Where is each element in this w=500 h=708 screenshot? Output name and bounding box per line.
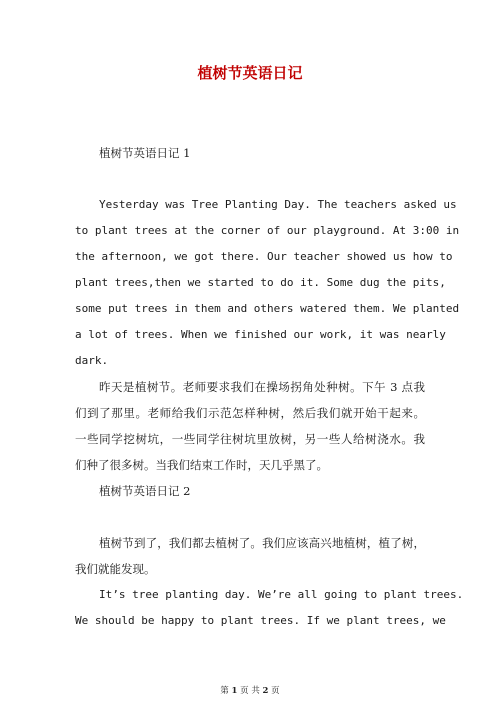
paragraph-line: the afternoon, we got there. Our teacher showed us how to xyxy=(75,250,453,263)
paragraph-line: a lot of trees. When we finished our work, it was nearly xyxy=(75,328,446,341)
section-heading-1: 植树节英语日记 1 xyxy=(99,146,191,160)
paragraph-english-1 xyxy=(75,192,460,374)
footer-middle: 页 共 xyxy=(240,686,260,696)
section-heading-2: 植树节英语日记 2 xyxy=(99,484,191,498)
spacer xyxy=(75,504,425,530)
paragraph-english-2 xyxy=(75,582,464,634)
spacer xyxy=(75,166,425,192)
footer-suffix: 页 xyxy=(271,686,280,696)
footer-total-pages: 2 xyxy=(262,686,269,696)
paragraph-line: It’s tree planting day. We’re all going to plant trees. xyxy=(99,588,464,601)
paragraph-line: We should be happy to plant trees. If we plant trees, we xyxy=(75,614,446,627)
paragraph-chinese-1 xyxy=(75,374,425,478)
paragraph-line: some put trees in them and others watered them. We planted xyxy=(75,302,460,315)
footer-prefix: 第 xyxy=(220,686,229,696)
paragraph-line: dark. xyxy=(75,354,109,367)
paragraph-line: 植树节到了，我们都去植树了。我们应该高兴地植树，植了树， xyxy=(99,536,425,550)
paragraph-line: 我们就能发现。 xyxy=(75,562,156,576)
paragraph-line: 昨天是植树节。老师要求我们在操场拐角处种树。下午 3 点我 xyxy=(99,380,425,394)
paragraph-line: 们到了那里。老师给我们示范怎样种树，然后我们就开始干起来。 xyxy=(75,406,425,420)
paragraph-chinese-2 xyxy=(75,530,425,582)
page-footer xyxy=(0,684,500,696)
paragraph-line: 们种了很多树。当我们结束工作时，天几乎黑了。 xyxy=(75,458,328,472)
footer-page-number: 1 xyxy=(231,686,238,696)
paragraph-line: to plant trees at the corner of our playground. At 3:00 in xyxy=(75,224,460,237)
document-body xyxy=(75,140,464,634)
paragraph-line: 一些同学挖树坑，一些同学往树坑里放树，另一些人给树浇水。我 xyxy=(75,432,425,446)
paragraph-line: Yesterday was Tree Planting Day. The teachers asked us xyxy=(99,198,457,211)
paragraph-line: plant trees,then we started to do it. Some dug the pits, xyxy=(75,276,446,289)
document-title: 植树节英语日记 xyxy=(197,64,303,82)
